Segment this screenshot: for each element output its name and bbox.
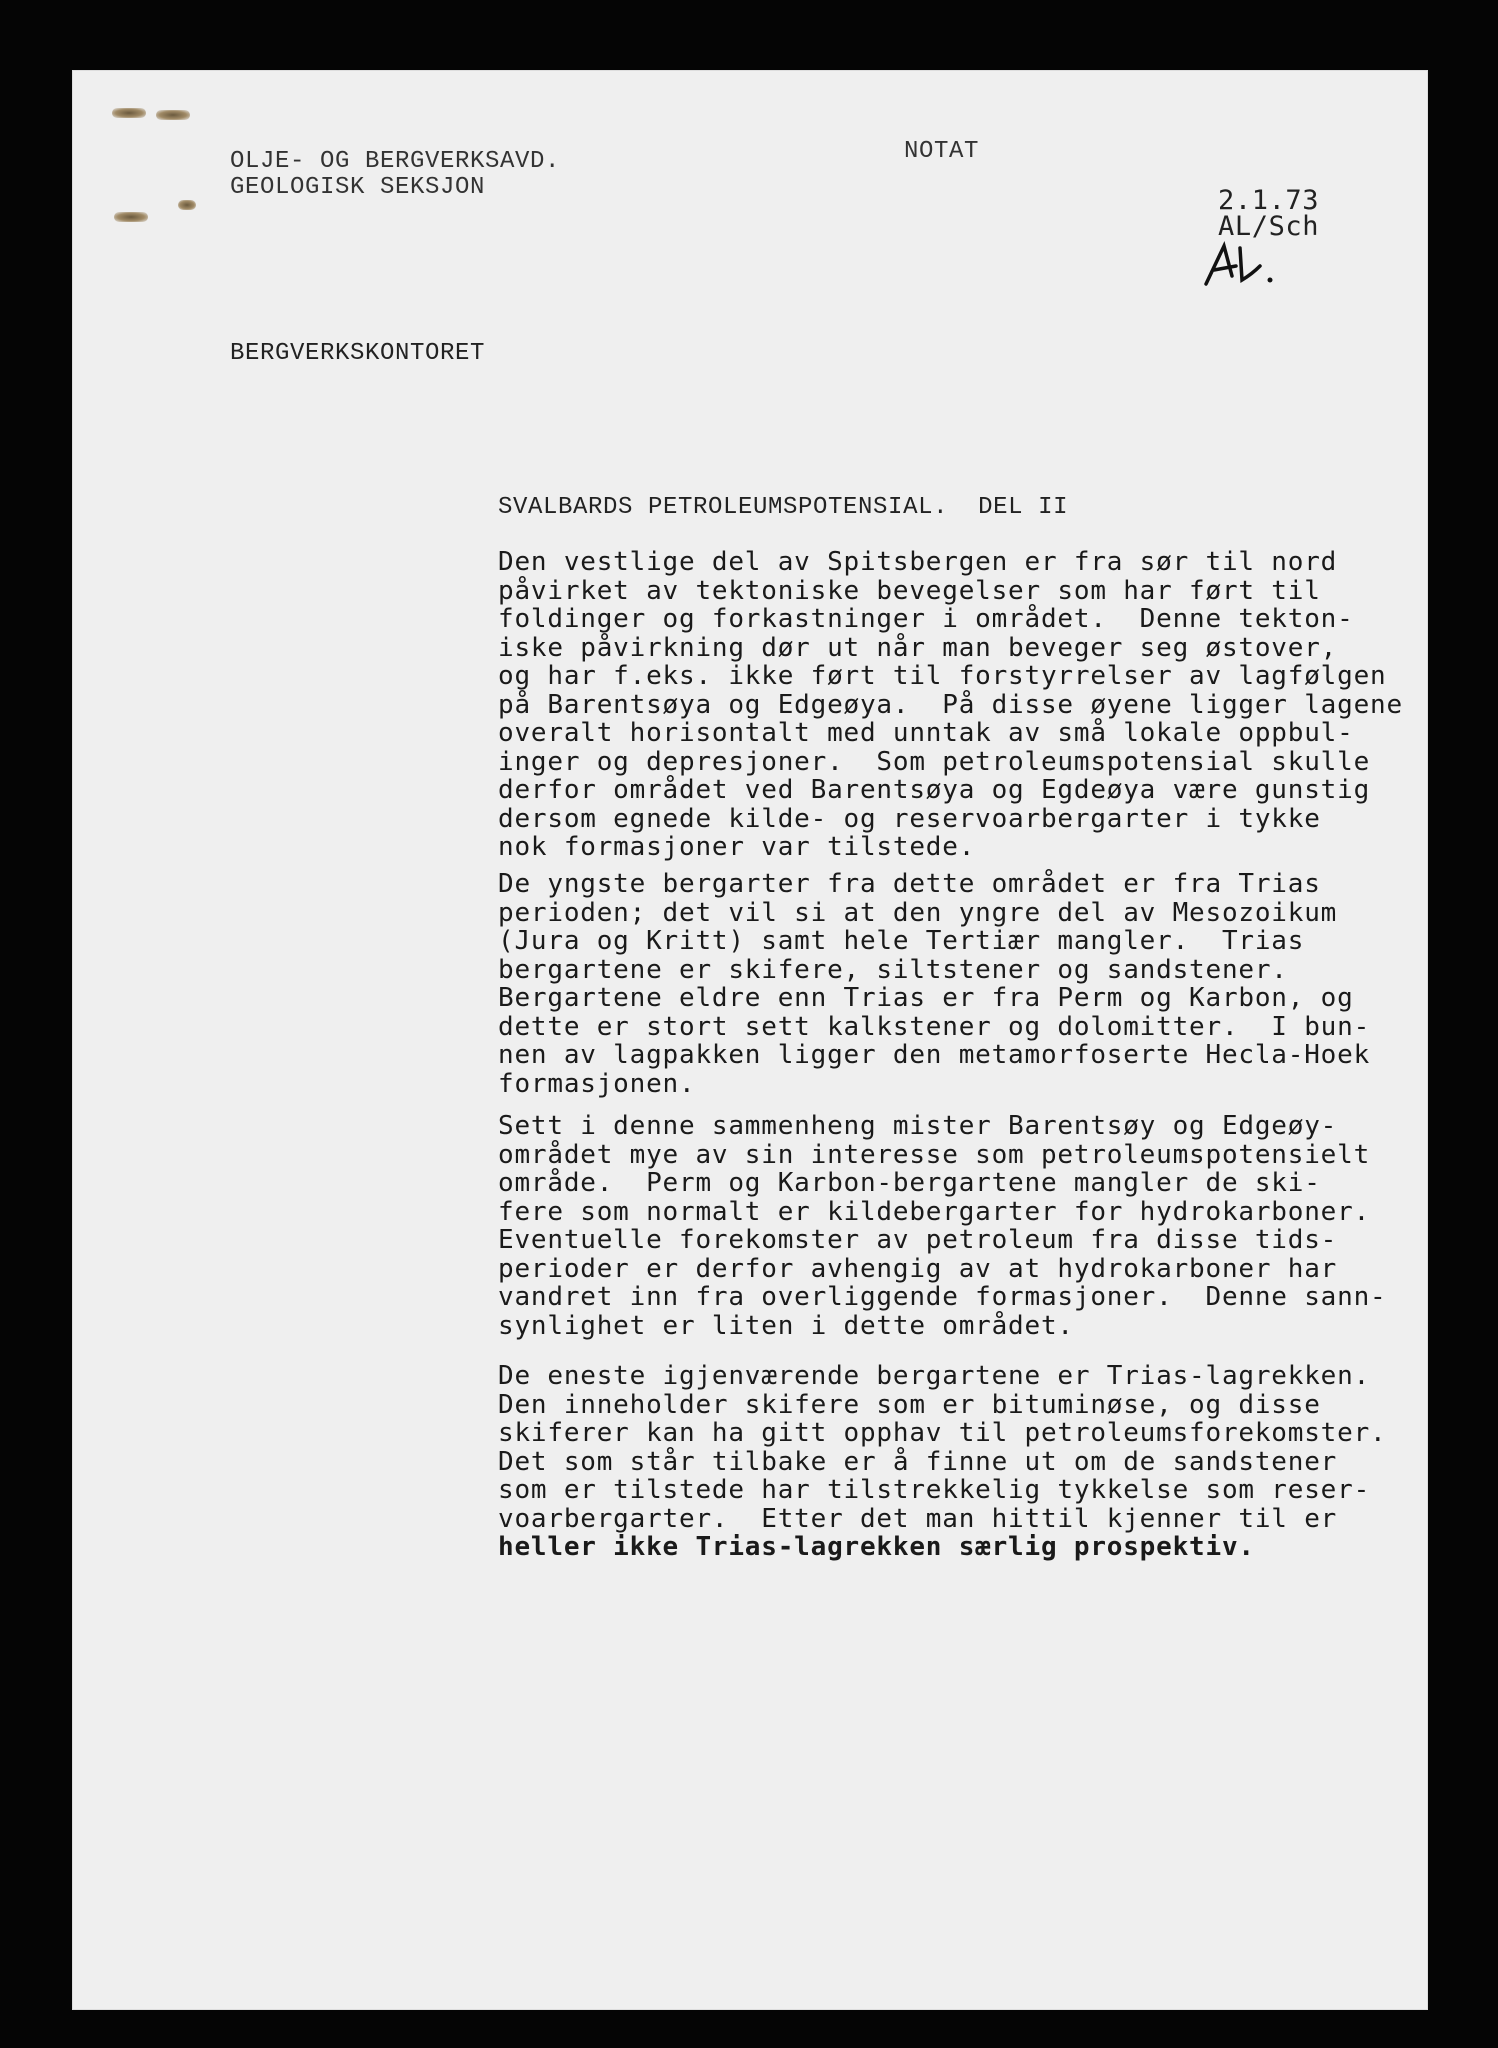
- text-line: påvirket av tektoniske bevegelser som har ført til: [498, 575, 1321, 606]
- text-line: dersom egnede kilde- og reservoarbergarter i tykke: [498, 803, 1321, 834]
- department-line-1: OLJE- OG BERGVERKSAVD.: [230, 148, 561, 175]
- department-line-2: GEOLOGISK SEKSJON: [230, 174, 486, 201]
- text-line: perioder er derfor avhengig av at hydrokarboner har: [498, 1253, 1338, 1284]
- text-line: bergartene er skifere, siltstener og sandstener.: [498, 954, 1288, 985]
- text-line: nok formasjoner var tilstede.: [498, 832, 976, 862]
- paragraph-4: [498, 1362, 1418, 1562]
- text-line: Den vestlige del av Spitsbergen er fra sør til nord: [498, 547, 1338, 577]
- text-line: som er tilstede har tilstrekkelig tykkelse som reser-: [498, 1475, 1371, 1505]
- paragraph-2: [498, 870, 1418, 1098]
- recipient: BERGVERKSKONTORET: [230, 340, 486, 367]
- text-line: området mye av sin interesse som petroleumspotensielt: [498, 1139, 1371, 1170]
- text-line: overalt horisontalt med unntak av små lokale oppbul-: [498, 718, 1354, 748]
- text-line: perioden; det vil si at den yngre del av Mesozoikum: [498, 897, 1338, 928]
- text-line: dette er stort sett kalkstener og dolomitter. I bun-: [498, 1011, 1371, 1042]
- text-line: og har f.eks. ikke ført til forstyrrelser av lagfølgen: [498, 661, 1387, 691]
- handwritten-initials: [1202, 240, 1282, 290]
- text-line: (Jura og Kritt) samt hele Tertiær mangler. Trias: [498, 926, 1305, 956]
- punch-hole-mark: [156, 110, 190, 120]
- punch-hole-mark: [112, 108, 146, 118]
- text-line: Den inneholder skifere som er bituminøse, og disse: [498, 1389, 1321, 1420]
- text-line: heller ikke Trias-lagrekken særlig prospektiv.: [498, 1532, 1255, 1562]
- text-line: synlighet er liten i dette området.: [498, 1310, 1074, 1341]
- paragraph-1: [498, 548, 1418, 862]
- subject-title: SVALBARDS PETROLEUMSPOTENSIAL. DEL II: [498, 494, 1069, 521]
- punch-hole-mark: [114, 212, 148, 222]
- text-line: område. Perm og Karbon-bergartene mangler de ski-: [498, 1168, 1321, 1198]
- reference-code: AL/Sch: [1218, 211, 1320, 242]
- text-line: Bergartene eldre enn Trias er fra Perm og Karbon, og: [498, 983, 1354, 1013]
- text-line: formasjonen.: [498, 1068, 696, 1099]
- punch-hole-mark: [178, 200, 196, 210]
- text-line: foldinger og forkastninger i området. Denne tekton-: [498, 604, 1354, 634]
- text-line: Sett i denne sammenheng mister Barentsøy og Edgeøy-: [498, 1111, 1338, 1141]
- text-line: på Barentsøya og Edgeøya. På disse øyene ligger lagene: [498, 689, 1403, 720]
- text-line: fere som normalt er kildebergarter for hydrokarboner.: [498, 1196, 1371, 1227]
- text-line: skiferer kan ha gitt opphav til petroleumsforekomster.: [498, 1418, 1387, 1448]
- document-type: NOTAT: [904, 138, 980, 165]
- text-line: voarbergarter. Etter det man hittil kjenner til er: [498, 1503, 1338, 1534]
- text-line: Det som står tilbake er å finne ut om de sandstener: [498, 1446, 1338, 1477]
- paragraph-3: [498, 1112, 1418, 1340]
- text-line: De yngste bergarter fra dette området er fra Trias: [498, 869, 1321, 899]
- text-line: iske påvirkning dør ut når man beveger seg østover,: [498, 632, 1338, 663]
- text-line: inger og depresjoner. Som petroleumspotensial skulle: [498, 746, 1371, 777]
- text-line: De eneste igjenværende bergartene er Trias-lagrekken.: [498, 1361, 1371, 1391]
- text-line: vandret inn fra overliggende formasjoner. Denne sann-: [498, 1282, 1387, 1312]
- text-line: nen av lagpakken ligger den metamorfoserte Hecla-Hoek: [498, 1040, 1371, 1070]
- document-date: 2.1.73: [1218, 185, 1320, 216]
- text-line: Eventuelle forekomster av petroleum fra disse tids-: [498, 1225, 1338, 1255]
- text-line: derfor området ved Barentsøya og Egdeøya være gunstig: [498, 775, 1371, 805]
